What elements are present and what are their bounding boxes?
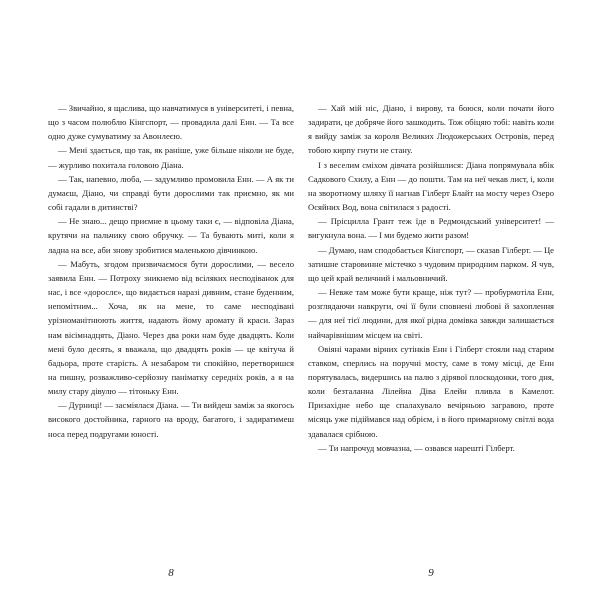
right-page [308, 101, 554, 455]
right-paragraph: І з веселим сміхом дівчата розійшлися: Діана попрямувала вбік Садкового Схилу, а Енн — до пошти. Там на неї чекав лист, і, коли на зворотному шляху її нагнав Гілберт Блайт на мосту через Озеро Осяйних Вод, вона світилася з радості. [308, 159, 554, 213]
right-paragraph: Овіяні чарами вірних сутінків Енн і Гілберт стояли над старим ставком, сперлись на поручні мосту, саме в тому місці, де Енн порятувалась, видершись на палю з дірявої плоскодонки, того дня, коли безталанна Лілейна Діва Елейн пливла в Камелот. Призахідне небо ще спалахувало вечірньою загравою, проте місяць уже підіймався над обрієм, і в його примарному світлі вода здавалася срібною. [308, 343, 554, 439]
left-paragraph: — Не знаю... дещо приємне в цьому таки є, — відповіла Діана, крутячи на пальчику свою обручку. — Та бувають миті, коли я ладна на все, аби знову зробитися маленькою дівчинкою. [48, 216, 294, 255]
left-paragraph: — Звичайно, я щаслива, що навчатимуся в університеті, і певна, що з часом полюблю Кінгспорт, — провадила далі Енн. — Та все одно дуже сумуватиму за Авонлеєю. [48, 103, 294, 142]
left-paragraph: — Мені здається, що так, як раніше, уже більше ніколи не буде, — журливо похитала головою Діана. [48, 145, 294, 170]
right-paragraph: — Прісцилла Грант теж їде в Редмондський університет! — вигукнула вона. — І ми будемо жити разом! [308, 216, 554, 241]
left-paragraph: — Мабуть, згодом призвичаємося бути дорослими, — весело заявила Енн. — Потроху зникнемо від всіляких несподіванок для нас, і все «дорослє», що видається наразі дивним, стане буденним, непомітним... Хоча, як на мене, то саме несподівані урізноманітнюють життя, надають йому аромату й краси. Зараз нам вісімнадцять, Діано. Через два роки нам буде двадцять. Коли мені було десять, я вважала, що двадцять років — це квітуча й бадьора, проте старість. А незабаром ти спокійно, перетворишся на пишну, розважливо-серйозну паніматку середніх років, а я на милу стару дівулю — тітоньку Енн. [48, 258, 294, 397]
left-paragraph: — Так, напевно, люба, — задумливо промовила Енн. — А як ти думаєш, Діано, чи справді бути дорослими так приємно, як ми собі гадали в дитинстві? [48, 173, 294, 213]
left-paragraph: — Дурниці! — засміялася Діана. — Ти вийдеш заміж за якогось високого достойника, гарного на вроду, багатого, і задиратимеш носа перед подругами юності. [48, 400, 294, 439]
right-page-number: 9 [428, 567, 434, 579]
right-paragraph: — Хай мій ніс, Діано, і вирову, та боюся, коли почати його задирати, це добряче його зашкодить. Тож обіцяю тобі: навіть коли я вийду заміж за короля Великих Людожерських Островів, перед тобою кирпу гнути не стану. [308, 103, 554, 156]
right-paragraph: — Думаю, нам сподобається Кінгспорт, — сказав Гілберт. — Це затишне старовинне містечко з чудовим природним парком. Я чув, що цей край величний і мальовничий. [308, 244, 554, 283]
right-paragraph: — Невже там може бути краще, ніж тут? — пробурмотіла Енн, розглядаючи навкруги, очі її були сповнені любові й захоплення — для неї тієї людини, для якої рідна домівка завжди залишається найчарівнішим місцем на світі. [308, 287, 554, 340]
left-page [48, 101, 294, 441]
right-paragraph: — Ти напрочуд мовчазна, — озвався нарешті Гілберт. [318, 442, 515, 453]
left-page-number: 8 [168, 567, 174, 579]
